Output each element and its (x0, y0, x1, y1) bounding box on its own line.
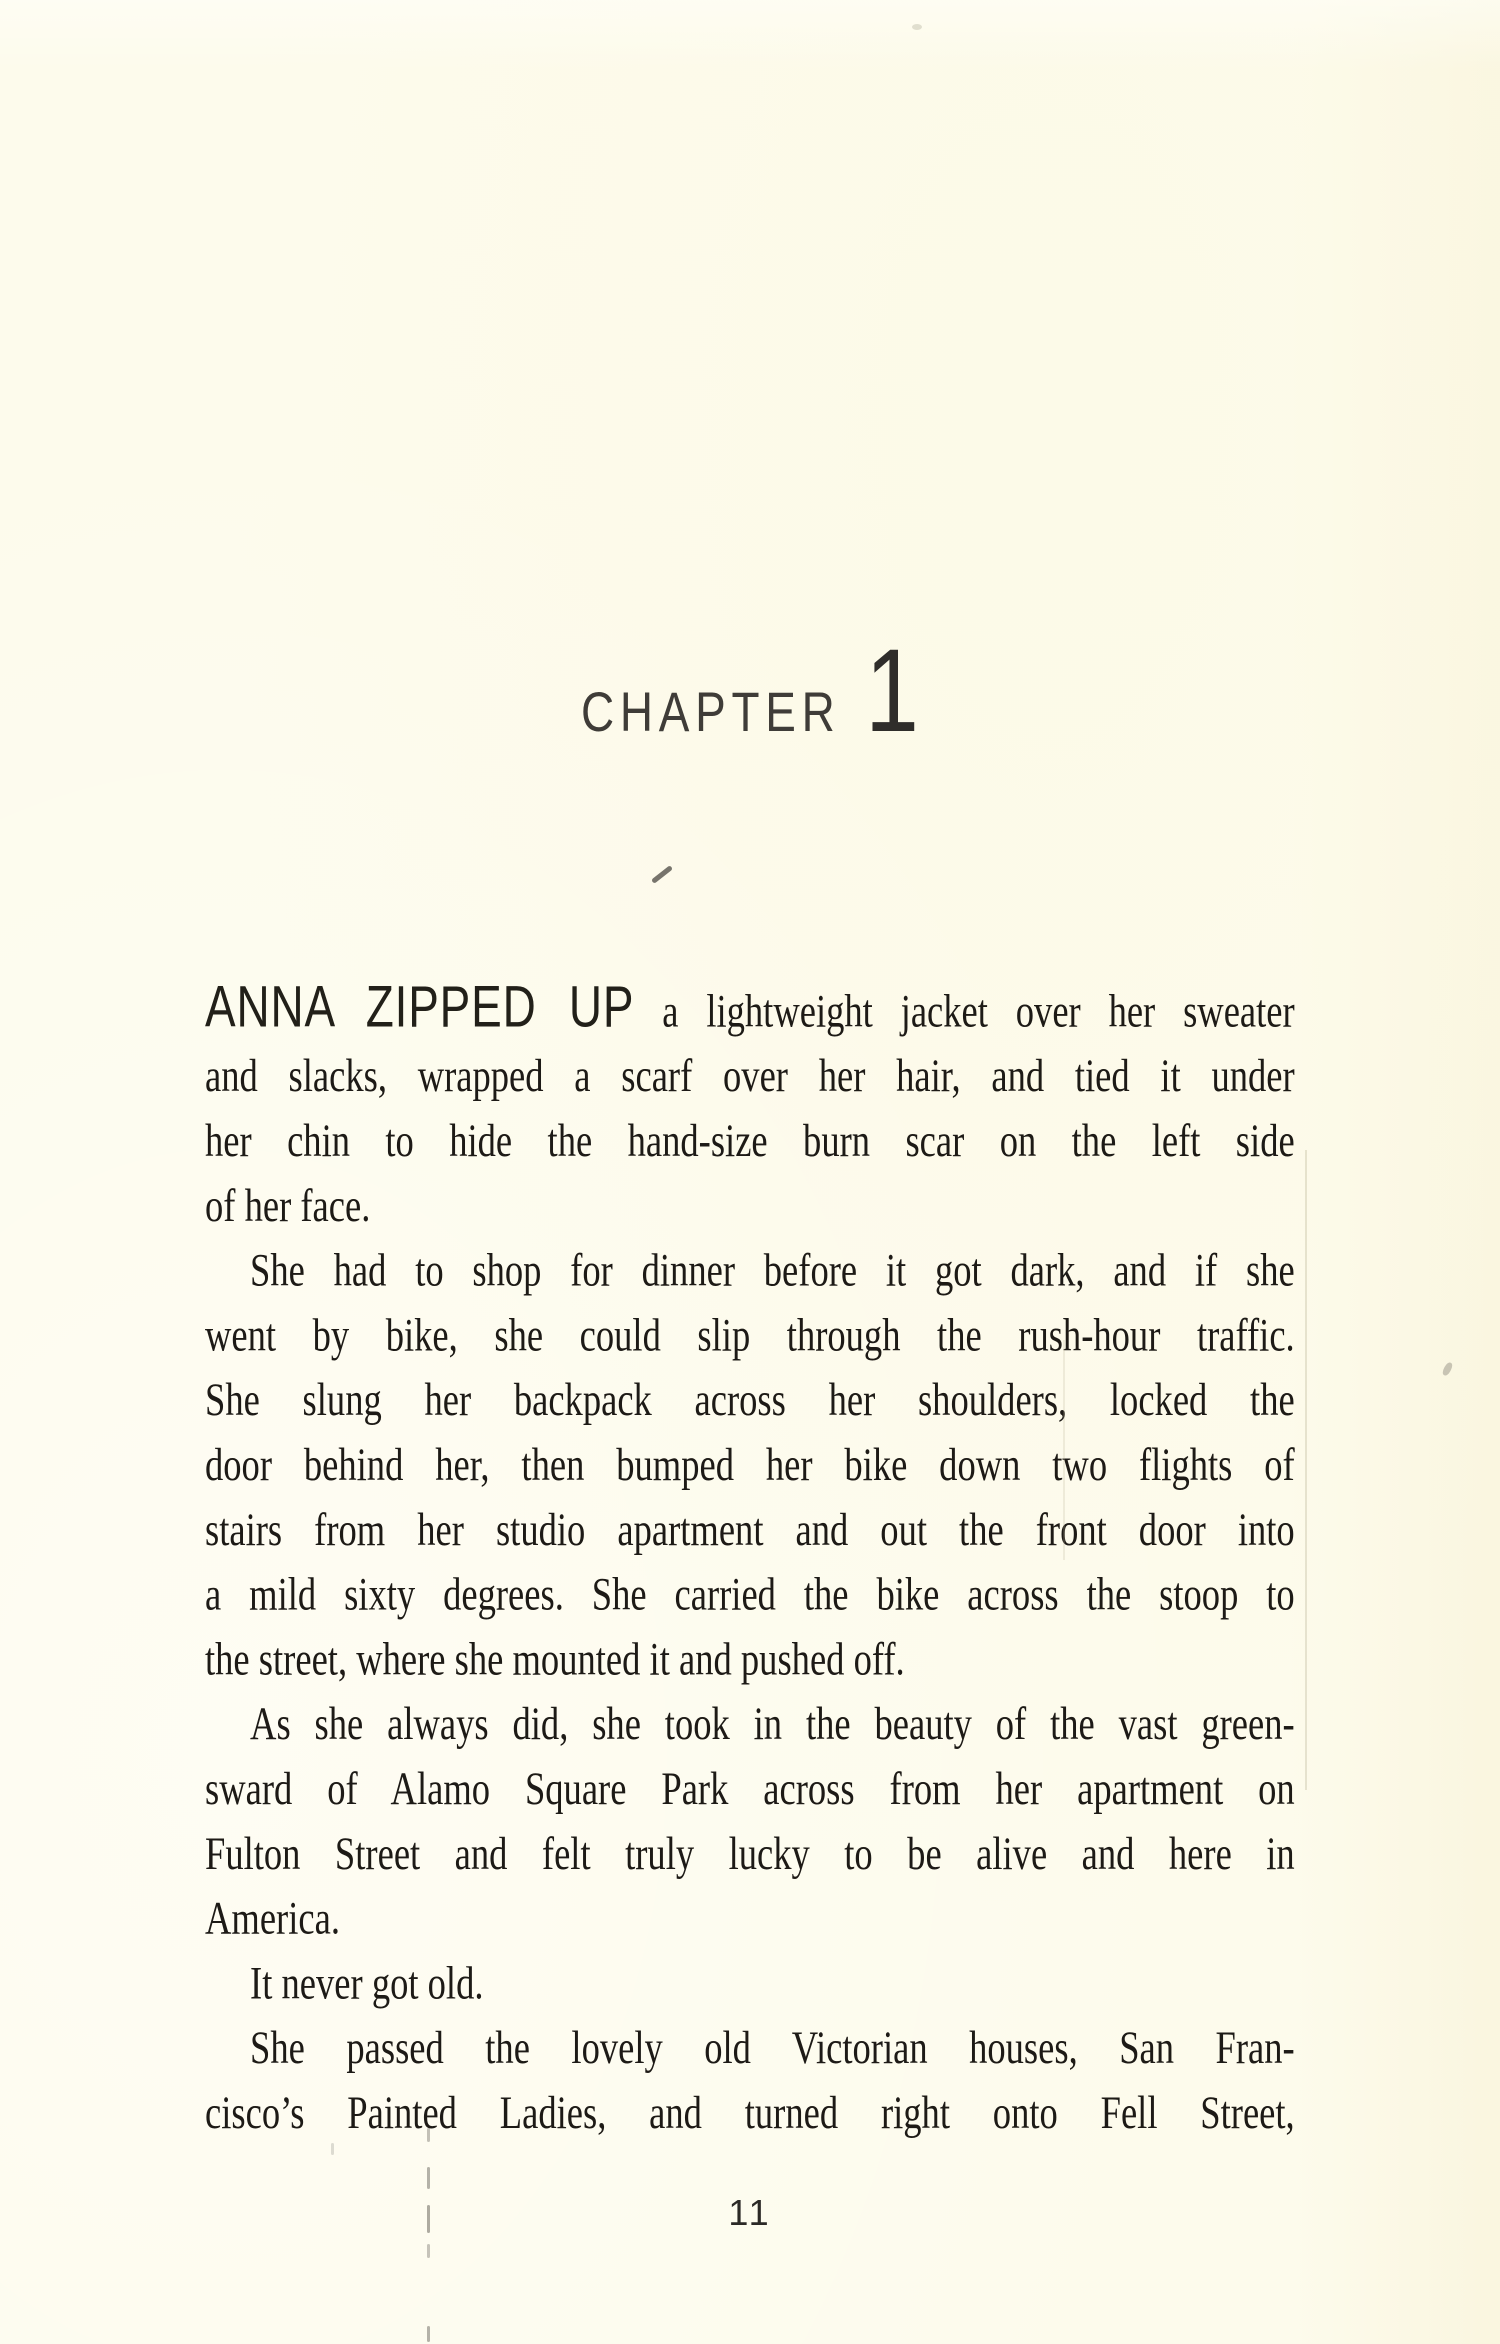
chapter-number: 1 (865, 625, 920, 757)
body-line: door behind her, then bumped her bike down two flights of (205, 1440, 1295, 1491)
body-line: sward of Alamo Square Park across from her apartment on (205, 1764, 1295, 1815)
chapter-heading (135, 625, 1365, 757)
body-line: her chin to hide the hand-size burn scar on the left side (205, 1116, 1295, 1167)
scan-ink-mark (651, 865, 673, 884)
body-line: ANNA ZIPPED UP a lightweight jacket over her sweater (205, 974, 1295, 1040)
page-number: 11 (728, 2192, 772, 2233)
body-line: the street, where she mounted it and pushed off. (205, 1634, 905, 1686)
body-line: As she always did, she took in the beauty of the vast green- (250, 1699, 1295, 1751)
body-line: Fulton Street and felt truly lucky to be alive and here in (205, 1828, 1295, 1880)
scan-artifact-dash (427, 2167, 430, 2189)
body-line: She slung her backpack across her shoulders, locked the (205, 1375, 1295, 1427)
body-line: cisco’s Painted Ladies, and turned right onto Fell Street, (205, 2088, 1295, 2139)
scan-speck (1441, 1361, 1454, 1377)
scan-speck (912, 24, 922, 30)
body-line: a mild sixty degrees. She carried the bike across the stoop to (205, 1569, 1295, 1621)
body-line: It never got old. (250, 1958, 484, 2010)
chapter-label: CHAPTER (580, 680, 841, 743)
lead-in-text: ANNA ZIPPED UP (205, 974, 635, 1040)
body-line: and slacks, wrapped a scarf over her hair, and tied it under (205, 1051, 1295, 1103)
body-line: She had to shop for dinner before it got dark, and if she (250, 1245, 1295, 1297)
body-line: She passed the lovely old Victorian houses, San Fran- (250, 2023, 1295, 2075)
body-text (205, 974, 1295, 2146)
scan-artifact-dash (427, 2326, 430, 2342)
body-line: America. (205, 1893, 340, 1945)
scan-artifact-dash (427, 2244, 430, 2258)
page-crease (1305, 1150, 1307, 1790)
body-line: stairs from her studio apartment and out the front door into (205, 1504, 1295, 1556)
body-line: went by bike, she could slip through the rush-hour traffic. (205, 1310, 1295, 1362)
body-line: of her face. (205, 1180, 371, 1232)
